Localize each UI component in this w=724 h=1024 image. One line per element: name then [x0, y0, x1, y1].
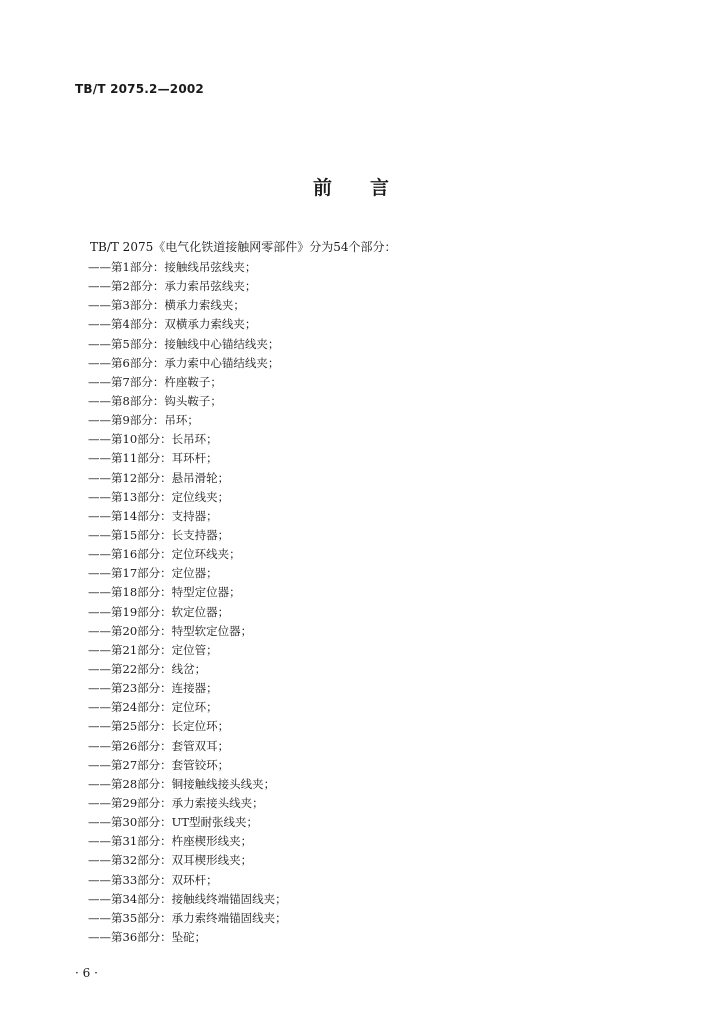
list-item: ——第1部分：接触线吊弦线夹；: [88, 260, 257, 274]
list-item: ——第7部分：杵座鞍子；: [88, 374, 222, 389]
list-item: ——第16部分：定位环线夹；: [88, 547, 241, 562]
list-item: ——第6部分：承力索中心锚结线夹；: [88, 355, 280, 370]
section-title: 前言: [313, 177, 428, 199]
intro-paragraph: TB/T 2075《电气化铁道接触网零部件》分为54个部分：: [90, 240, 397, 254]
list-item: ——第25部分：长定位环；: [88, 719, 230, 734]
list-item: ——第36部分：坠砣；: [88, 929, 207, 944]
list-item: ——第30部分：UT型耐张线夹；: [88, 815, 258, 830]
parts-list: [88, 258, 287, 947]
list-item: ——第14部分：支持器；: [88, 508, 218, 523]
list-item: ——第11部分：耳环杆；: [88, 451, 218, 466]
list-item: ——第3部分：横承力索线夹；: [88, 298, 245, 313]
list-item: ——第33部分：双环杆；: [88, 872, 218, 887]
list-item: ——第13部分：定位线夹；: [88, 489, 230, 504]
list-item: ——第23部分：连接器；: [88, 681, 218, 696]
list-item: ——第5部分：接触线中心锚结线夹；: [88, 336, 280, 351]
document-number: TB/T 2075.2—2002: [75, 82, 204, 96]
list-item: ——第18部分：特型定位器；: [88, 585, 241, 600]
list-item: ——第19部分：软定位器；: [88, 604, 230, 619]
page-number: · 6 ·: [75, 966, 98, 980]
list-item: ——第35部分：承力索终端锚固线夹；: [88, 910, 287, 925]
list-item: ——第34部分：接触线终端锚固线夹；: [88, 891, 287, 906]
list-item: ——第26部分：套管双耳；: [88, 738, 230, 753]
list-item: ——第29部分：承力索接头线夹；: [88, 795, 264, 810]
list-item: ——第24部分：定位环；: [88, 700, 218, 715]
list-item: ——第2部分：承力索吊弦线夹；: [88, 279, 257, 294]
list-item: ——第12部分：悬吊滑轮；: [88, 470, 230, 485]
list-item: ——第10部分：长吊环；: [88, 432, 218, 447]
list-item: ——第15部分：长支持器；: [88, 527, 230, 542]
list-item: ——第8部分：钩头鞍子；: [88, 393, 222, 408]
list-item: ——第20部分：特型软定位器；: [88, 623, 253, 638]
list-item: ——第9部分：吊环；: [88, 413, 199, 428]
list-item: ——第31部分：杵座楔形线夹；: [88, 834, 253, 849]
list-item: ——第22部分：线岔；: [88, 661, 207, 676]
list-item: ——第21部分：定位管；: [88, 642, 218, 657]
list-item: ——第4部分：双横承力索线夹；: [88, 317, 257, 332]
list-item: ——第32部分：双耳楔形线夹；: [88, 853, 253, 868]
list-item: ——第17部分：定位器；: [88, 566, 218, 581]
list-item: ——第28部分：铜接触线接头线夹；: [88, 776, 276, 791]
list-item: ——第27部分：套管铰环；: [88, 757, 230, 772]
